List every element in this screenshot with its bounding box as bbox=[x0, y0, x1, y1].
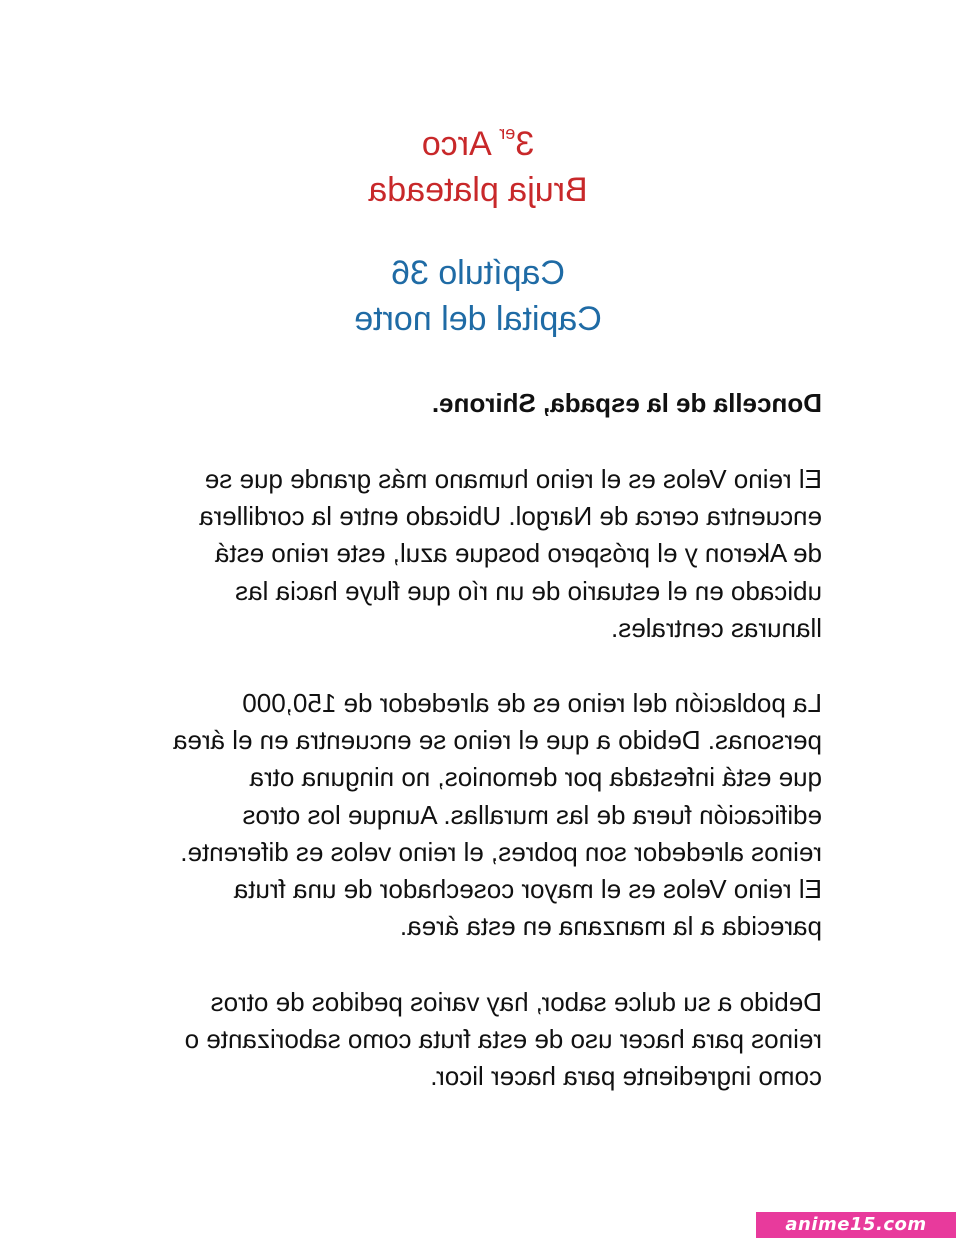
paragraph-3 bbox=[122, 984, 822, 1096]
arc-label: 3er Arco bbox=[421, 123, 535, 163]
paragraph-line: encuentra cerca de Nargol. Ubicado entre la cordillera bbox=[199, 501, 822, 532]
paragraph-line: reinos alrededor son pobres, el reino velos es diferente. bbox=[180, 836, 822, 867]
watermark-logo: anime15.com bbox=[756, 1212, 956, 1238]
paragraph-line: llanuras centrales. bbox=[611, 612, 822, 643]
paragraph-line: La población del reino es de alrededor de 150,000 bbox=[242, 688, 822, 718]
chapter-title: Capital del norte bbox=[354, 300, 602, 338]
paragraph-line: Debido a su dulce sabor, hay varios pedidos de otros bbox=[210, 987, 822, 1017]
paragraph-line: parecida a la manzana en esta área. bbox=[399, 911, 822, 942]
paragraph-2 bbox=[122, 685, 822, 945]
paragraph-line: edificación fuera de las murallas. Aunque los otros bbox=[242, 799, 822, 830]
paragraph-line: El reino Velos es el mayor cosechador de una fruta bbox=[233, 874, 822, 905]
paragraph-1 bbox=[122, 461, 822, 647]
paragraph-line: que está infestada por demonios, no ninguna otra bbox=[249, 762, 822, 793]
paragraph-line: ubicado en el estuario de un río que fluye hacia las bbox=[235, 575, 822, 606]
chapter-heading bbox=[0, 250, 956, 342]
paragraph-line: personas. Debido a que el reino se encuentra en el área bbox=[173, 725, 822, 756]
paragraph-line: reinos para hacer uso de esta fruta como saborizante o bbox=[184, 1024, 822, 1055]
speaker-name: Doncella de la espada, Shirone. bbox=[431, 388, 822, 418]
arc-title: Bruja plateada bbox=[368, 171, 588, 209]
paragraph-line: como ingrediente para hacer licor. bbox=[430, 1061, 822, 1092]
arc-heading bbox=[0, 110, 956, 213]
chapter-label: Capítulo 36 bbox=[391, 254, 565, 292]
paragraph-line: de Akeron y el próspero bosque azul, este reino está bbox=[214, 538, 822, 569]
paragraph-line: El reino Velos es el reino humano más grande que se bbox=[204, 464, 822, 494]
